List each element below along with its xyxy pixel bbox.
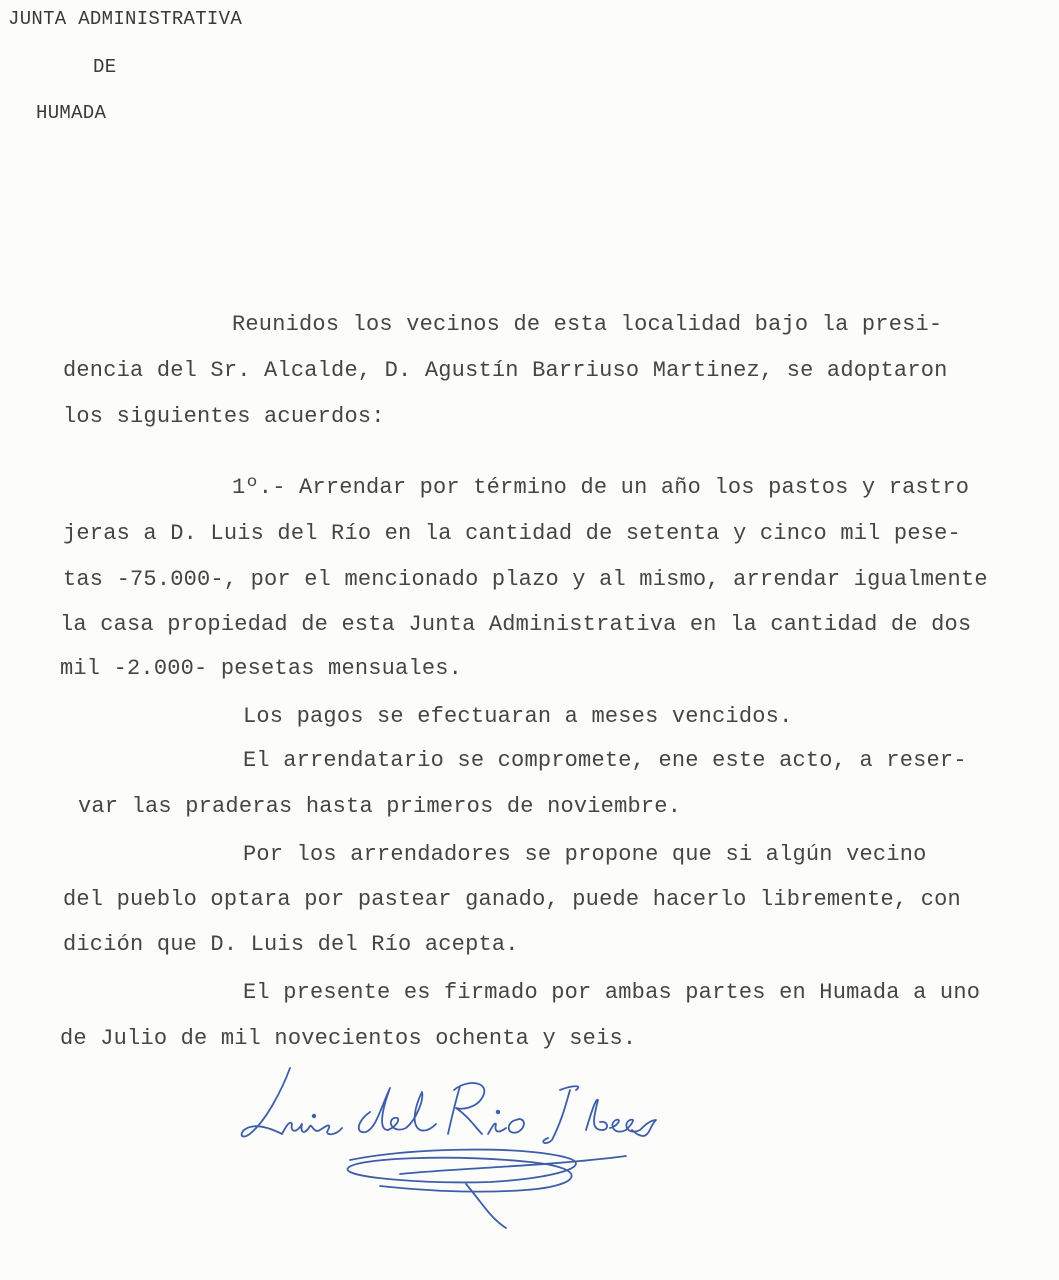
- proposal-line-3: dición que D. Luis del Río acepta.: [63, 932, 519, 957]
- commitment-line-1: El arrendatario se compromete, ene este acto, a reser-: [243, 748, 967, 773]
- closing-line-1: El presente es firmado por ambas partes en Humada a uno: [243, 980, 981, 1005]
- intro-line-3: los siguientes acuerdos:: [63, 404, 385, 429]
- header-line-1: JUNTA ADMINISTRATIVA: [8, 8, 243, 30]
- intro-line-2: dencia del Sr. Alcalde, D. Agustín Barriuso Martinez, se adoptaron: [63, 358, 948, 383]
- clause1-line-2: jeras a D. Luis del Río en la cantidad de setenta y cinco mil pese-: [63, 521, 961, 546]
- header-line-3: HUMADA: [36, 102, 107, 124]
- clause1-line-3: tas -75.000-, por el mencionado plazo y al mismo, arrendar igualmente: [63, 567, 988, 592]
- payments-line: Los pagos se efectuaran a meses vencidos.: [243, 704, 793, 729]
- handwritten-signature: [230, 1050, 670, 1240]
- header-line-2: DE: [93, 56, 117, 78]
- intro-line-1: Reunidos los vecinos de esta localidad bajo la presi-: [232, 312, 943, 337]
- clause1-line-4: la casa propiedad de esta Junta Administrativa en la cantidad de dos: [60, 612, 972, 637]
- closing-line-2: de Julio de mil novecientos ochenta y seis.: [60, 1026, 637, 1051]
- proposal-line-2: del pueblo optara por pastear ganado, puede hacerlo libremente, con: [63, 887, 961, 912]
- clause1-line-1: 1º.- Arrendar por término de un año los pastos y rastro: [232, 475, 970, 500]
- commitment-line-2: var las praderas hasta primeros de noviembre.: [78, 794, 682, 819]
- clause1-line-5: mil -2.000- pesetas mensuales.: [60, 656, 463, 681]
- proposal-line-1: Por los arrendadores se propone que si algún vecino: [243, 842, 927, 867]
